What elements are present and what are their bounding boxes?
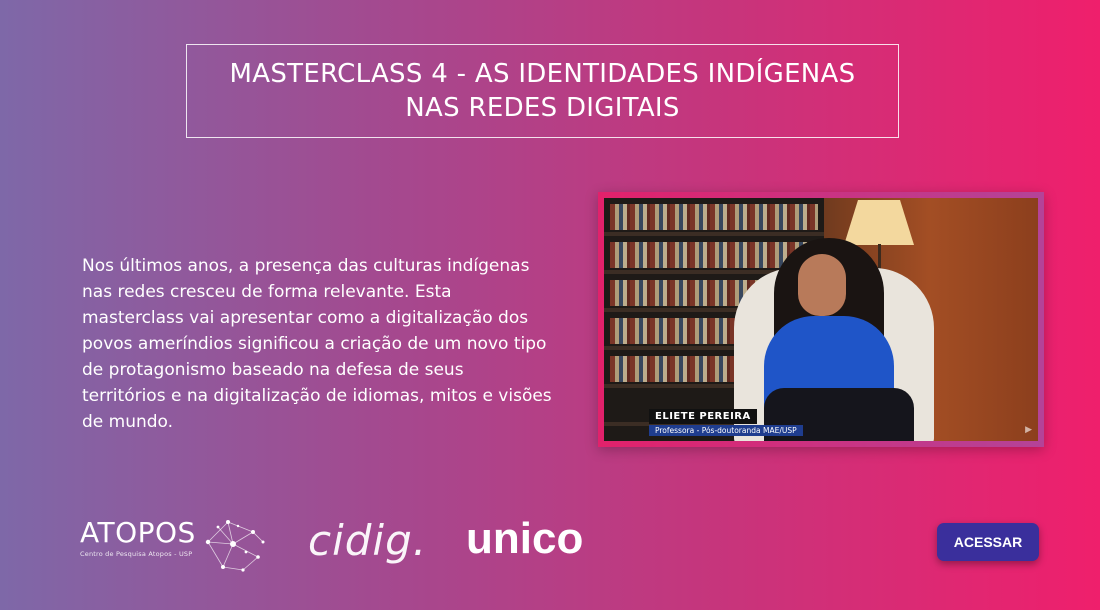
atopos-logo-subtitle: Centro de Pesquisa Atopos - USP — [80, 550, 193, 558]
title-line-1: MASTERCLASS 4 - AS IDENTIDADES INDÍGENAS — [229, 59, 856, 89]
lamp-shade — [844, 200, 914, 245]
speaker-role: Professora - Pós-doutoranda MAE/USP — [649, 425, 803, 436]
description-text: Nos últimos anos, a presença das culturas indígenas nas redes cresceu de forma relevante. Esta masterclass vai apresentar como a digitalização dos povos ameríndios significou a criação de um novo tipo de protagonismo baseado na defesa de seus territórios e na digitalização de idiomas, mitos e visões de mundo. — [82, 256, 552, 432]
unico-logo: unico — [466, 514, 584, 563]
video-frame[interactable] — [598, 192, 1044, 447]
lower-third — [649, 404, 803, 436]
speaker-face — [798, 254, 846, 316]
speaker-name: ELIETE PEREIRA — [649, 409, 757, 424]
video-watermark-icon: ▶ — [1025, 425, 1032, 435]
title-box — [186, 44, 899, 138]
access-button[interactable]: ACESSAR — [937, 523, 1039, 561]
atopos-logo — [80, 518, 196, 558]
title-line-2: NAS REDES DIGITAIS — [405, 93, 680, 123]
video-thumbnail[interactable] — [604, 198, 1038, 441]
cidig-logo: cidig. — [308, 516, 428, 565]
atopos-logo-text: ATOPOS — [80, 516, 196, 549]
books-row — [610, 204, 818, 230]
atopos-network-icon — [198, 512, 268, 574]
